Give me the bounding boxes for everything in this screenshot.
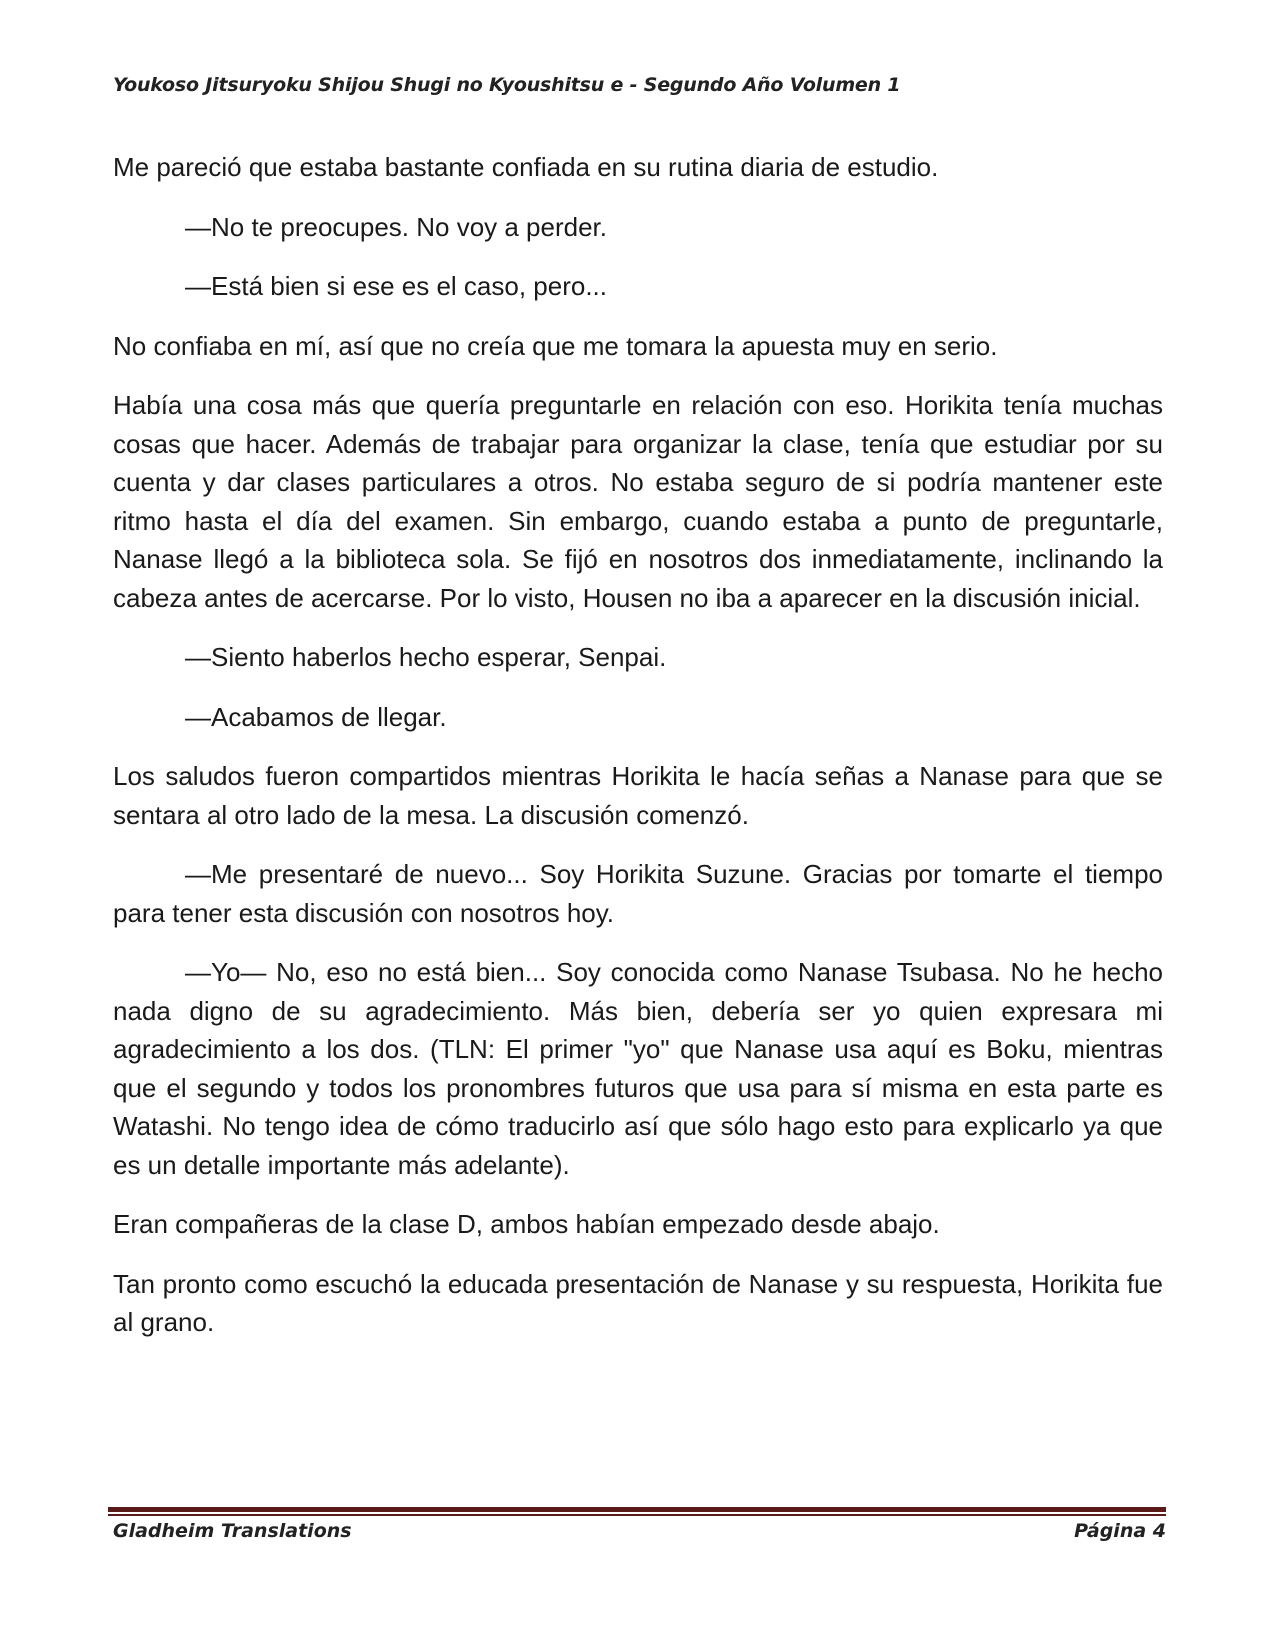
page-number: Página 4 [1074, 1520, 1166, 1542]
paragraph: Tan pronto como escuchó la educada presentación de Nanase y su respuesta, Horikita fue al grano. [113, 1268, 1163, 1337]
paragraph: Eran compañeras de la clase D, ambos habían empezado desde abajo. [113, 1209, 940, 1239]
paragraph: Los saludos fueron compartidos mientras Horikita le hacía señas a Nanase para que se sentara al otro lado de la mesa. La discusión comenzó. [113, 761, 1163, 830]
page-header: Youkoso Jitsuryoku Shijou Shugi no Kyoushitsu e - Segundo Año Volumen 1 [113, 74, 901, 96]
dialogue-line: —No te preocupes. No voy a perder. [185, 211, 608, 242]
paragraph: Me pareció que estaba bastante confiada en su rutina diaria de estudio. [113, 152, 939, 182]
footer-divider [108, 1507, 1166, 1516]
dialogue-line: —Siento haberlos hecho esperar, Senpai. [185, 642, 667, 672]
paragraph: No confiaba en mí, así que no creía que me tomara la apuesta muy en serio. [113, 330, 998, 361]
footer-credit: Gladheim Translations [113, 1520, 352, 1542]
dialogue-line: —Acabamos de llegar. [185, 701, 447, 732]
dialogue-line: —Me presentaré de nuevo... Soy Horikita Suzune. Gracias por tomarte el tiempo para tener esta discusión con nosotros hoy. [113, 859, 1163, 928]
paragraph: Había una cosa más que quería preguntarle en relación con eso. Horikita tenía muchas cosas que hacer. Además de trabajar para organizar la clase, tenía que estudiar por su cuenta y dar clases particulares a otros. No estaba seguro de si podría mantener este ritmo hasta el día del examen. Sin embargo, cuando estaba a punto de preguntarle, Nanase llegó a la biblioteca sola. Se fijó en nosotros dos inmediatamente, inclinando la cabeza antes de acercarse. Por lo visto, Housen no iba a aparecer en la discusión inicial. [113, 390, 1163, 613]
dialogue-line: —Está bien si ese es el caso, pero... [185, 271, 607, 301]
body-text [113, 148, 1163, 1363]
dialogue-line: —Yo— No, eso no está bien... Soy conocida como Nanase Tsubasa. No he hecho nada digno de su agradecimiento. Más bien, debería ser yo quien expresara mi agradecimiento a los dos. (TLN: El primer "yo" que Nanase usa aquí es Boku, mientras que el segundo y todos los pronombres futuros que usa para sí misma en esta parte es Watashi. No tengo idea de cómo traducirlo así que sólo hago esto para explicarlo ya que es un detalle importante más adelante). [113, 957, 1163, 1180]
